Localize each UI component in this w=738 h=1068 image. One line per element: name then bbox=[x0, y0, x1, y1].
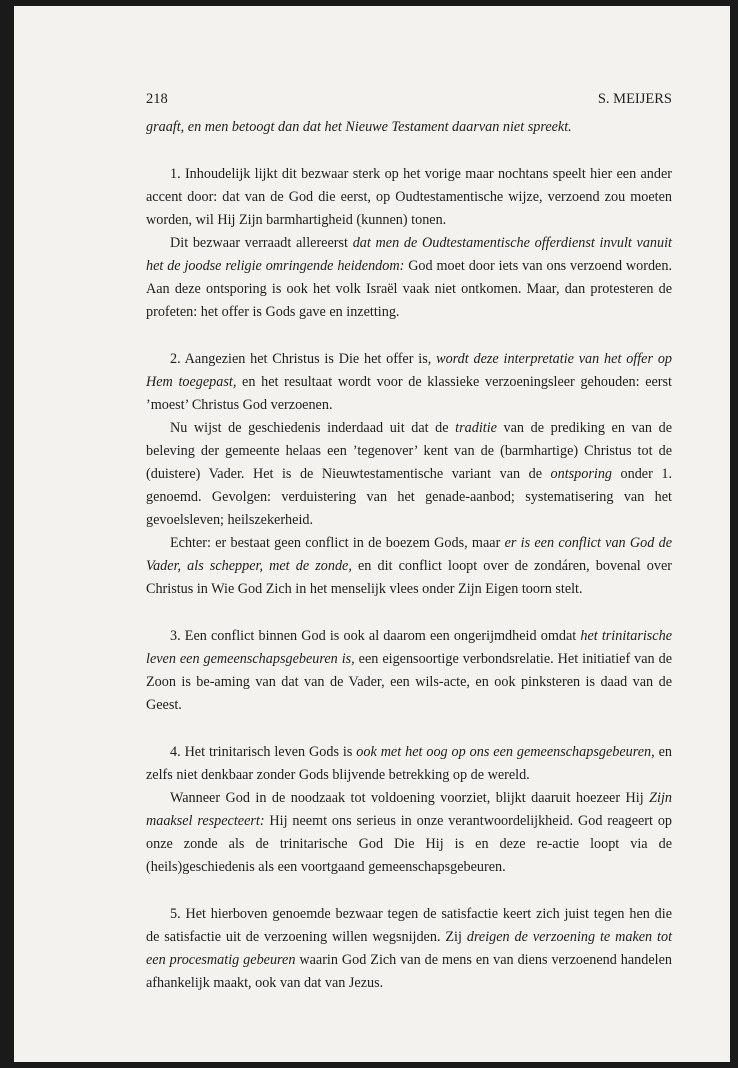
paragraph bbox=[146, 903, 672, 995]
text-run: Echter: er bestaat geen conflict in de boezem Gods, maar bbox=[170, 535, 505, 551]
text-run: 1. Inhoudelijk lijkt dit bezwaar sterk op het vorige maar nochtans speelt hier een ander accent door: dat van de God die eerst, op Oudtestamentische wijze, verzoend zou moeten worden, wil Hij Zijn barmhartigheid (kunnen) tonen. bbox=[146, 166, 672, 228]
page-number: 218 bbox=[146, 91, 168, 107]
paragraph bbox=[146, 625, 672, 717]
text-run: en het resultaat wordt voor de klassieke verzoeningsleer gehouden: eerst ’moest’ Christus God verzoenen. bbox=[146, 374, 672, 413]
running-head-author: S. MEIJERS bbox=[597, 91, 672, 107]
italic-text: er is een conflict van God de Vader, als schepper, met de zonde, bbox=[146, 535, 672, 574]
paragraph-gap bbox=[146, 601, 672, 625]
paragraph bbox=[146, 232, 672, 324]
italic-text: ook met het oog op ons een gemeenschapsgebeuren, bbox=[356, 744, 655, 760]
italic-text: het trinitarische leven een gemeenschapsgebeuren is, bbox=[146, 628, 672, 667]
text-run: onder 1. genoemd. Gevolgen: verduistering van het genade-aanbod; systematisering van het gevoelsleven; heilszekerheid. bbox=[146, 466, 672, 528]
paragraph bbox=[146, 163, 672, 232]
text-run: Wanneer God in de noodzaak tot voldoening voorziet, blijkt daaruit hoezeer Hij bbox=[170, 790, 650, 806]
text-run: Dit bezwaar verraadt allereerst bbox=[170, 235, 353, 251]
text-run: Hij neemt ons serieus in onze verantwoordelijkheid. God reageert op onze zonde als de trinitarische God Die Hij is en deze re-actie loopt via de (heils)geschiedenis als een voortgaand gemeenschapsgebeuren. bbox=[146, 813, 673, 875]
body-text bbox=[146, 116, 672, 995]
paragraph-gap bbox=[146, 879, 672, 903]
italic-text: Zijn maaksel respecteert: bbox=[146, 790, 672, 829]
text-run: Nu wijst de geschiedenis inderdaad uit dat de bbox=[170, 420, 456, 436]
paragraph-gap bbox=[146, 139, 672, 163]
paragraph bbox=[146, 417, 672, 532]
text-run: een eigensoortige verbondsrelatie. Het initiatief van de Zoon is be-aming van dat van de Vader, een wils-acte, en ook pinksteren is daad van de Geest. bbox=[146, 651, 672, 713]
text-run: 2. Aangezien het Christus is Die het offer is, bbox=[170, 351, 437, 367]
paragraph-gap bbox=[146, 324, 672, 348]
paragraph bbox=[146, 348, 672, 417]
paragraph-gap bbox=[146, 717, 672, 741]
text-run: en dit conflict loopt over de zondáren, bovenal over Christus in Wie God Zich in het menselijk vlees onder Zijn Eigen toorn stelt. bbox=[146, 558, 672, 597]
italic-text: graaft, en men betoogt dan dat het Nieuwe Testament daarvan niet spreekt. bbox=[146, 119, 572, 135]
italic-text: dat men de Oudtestamentische offerdienst invult vanuit het de joodse religie omringende heidendom: bbox=[146, 235, 672, 274]
paragraph bbox=[146, 787, 672, 879]
text-run: en zelfs niet denkbaar zonder Gods blijvende betrekking op de wereld. bbox=[146, 744, 672, 783]
text-run: van de prediking en van de beleving der gemeente helaas een ’tegenover’ kent van de (barmhartige) Christus tot de (duistere) Vader. Het is de Nieuwtestamentische variant van de bbox=[146, 420, 673, 482]
italic-text: wordt deze interpretatie van het offer op Hem toegepast, bbox=[146, 351, 673, 390]
text-run: 3. Een conflict binnen God is ook al daarom een ongerijmdheid omdat bbox=[170, 628, 581, 644]
text-run: 4. Het trinitarisch leven Gods is bbox=[170, 744, 357, 760]
italic-text: dreigen de verzoening te maken tot een procesmatig gebeuren bbox=[146, 929, 673, 968]
italic-text: ontsporing bbox=[550, 466, 613, 482]
document-page bbox=[14, 6, 730, 1062]
paragraph bbox=[146, 532, 672, 601]
text-run: waarin God Zich van de mens en van diens verzoenend handelen afhankelijk maakt, ook van dat van Jezus. bbox=[146, 952, 672, 991]
text-run: God moet door iets van ons verzoend worden. Aan deze ontsporing is ook het volk Israël vaak niet ontkomen. Maar, dan protesteren de profeten: het offer is Gods gave en inzetting. bbox=[146, 258, 672, 320]
text-run: 5. Het hierboven genoemde bezwaar tegen de satisfactie keert zich juist tegen hen die de satisfactie uit de verzoening willen wegsnijden. Zij bbox=[146, 906, 672, 945]
paragraph bbox=[146, 741, 672, 787]
italic-text: traditie bbox=[455, 420, 497, 436]
paragraph bbox=[146, 116, 672, 139]
